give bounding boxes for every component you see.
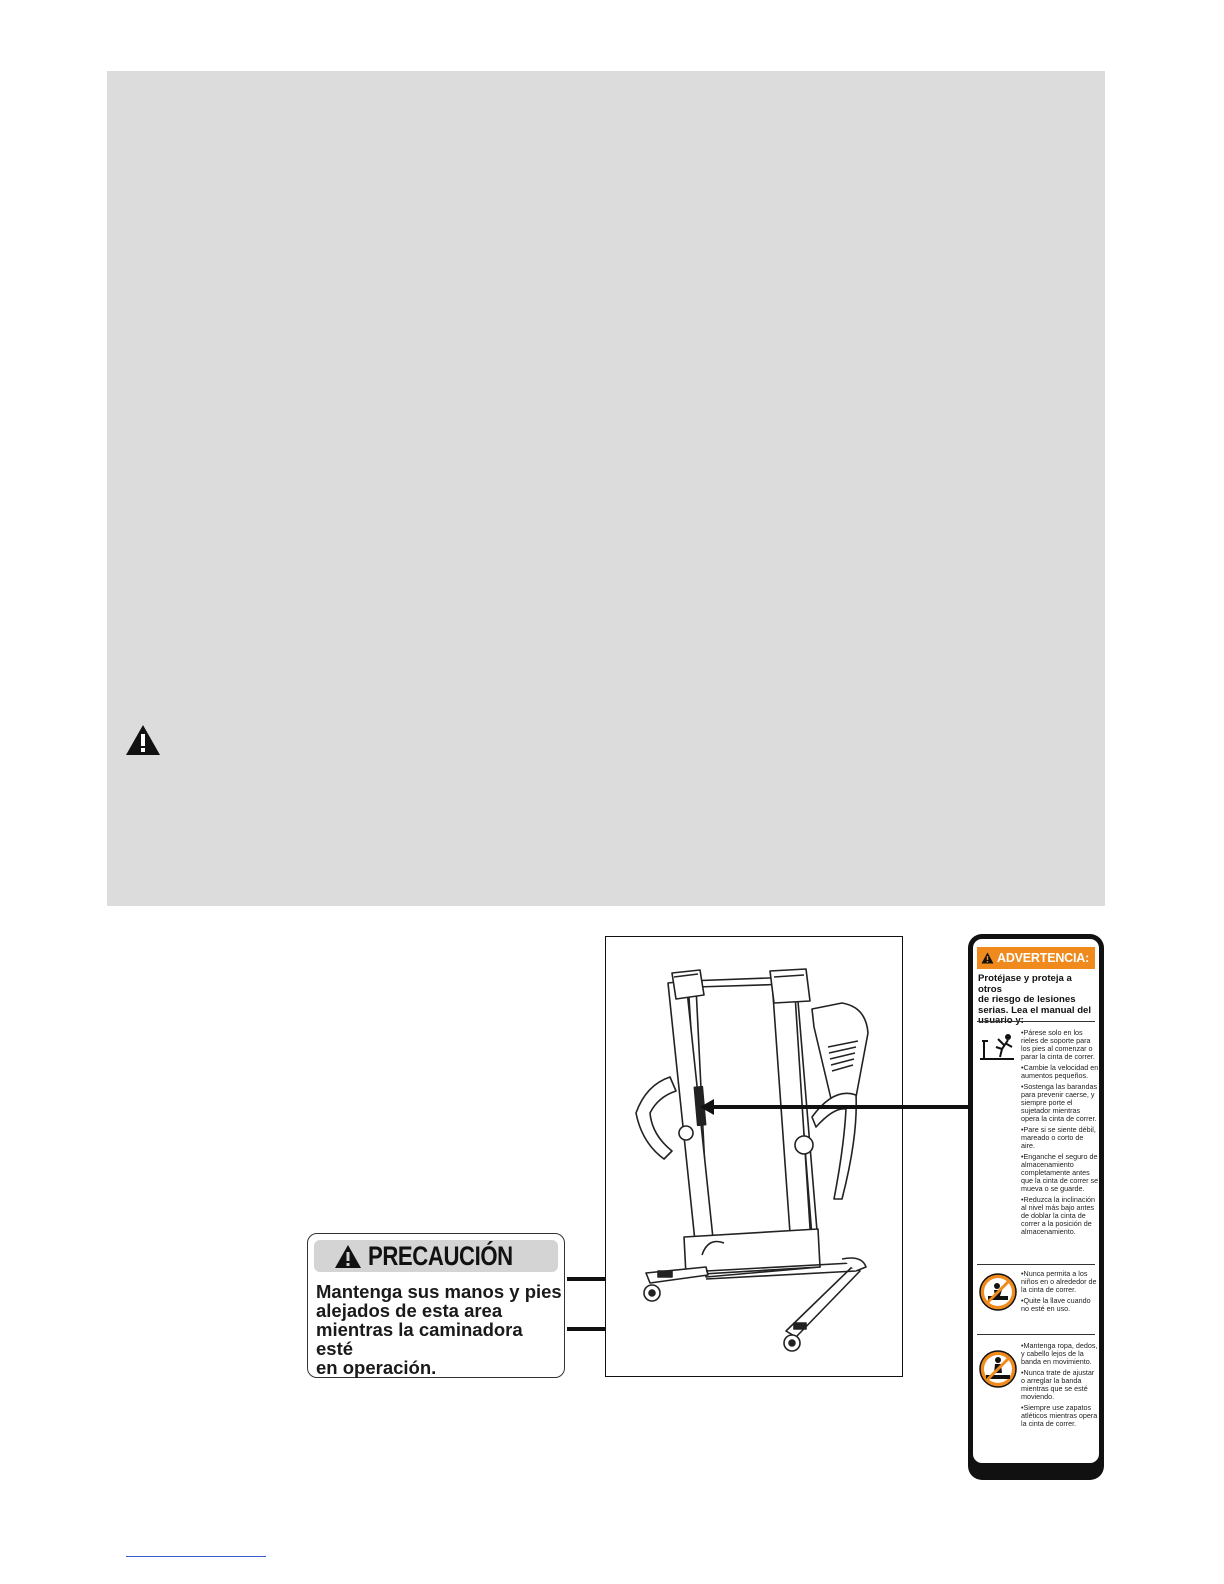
pointer-arrow <box>712 1105 968 1109</box>
divider <box>977 1264 1095 1265</box>
divider <box>977 1021 1095 1022</box>
warning-item: •Reduzca la inclinación al nivel más bajo antes de doblar la cinta de correr a la posición de almacenamiento. <box>1021 1195 1096 1236</box>
warning-header <box>977 947 1095 969</box>
treadmill-illustration <box>605 936 903 1377</box>
warning-list-2 <box>1021 1270 1099 1316</box>
warning-label <box>968 934 1104 1480</box>
caution-line: alejados de esta area <box>316 1300 503 1321</box>
warning-item: •Mantenga ropa, dedos, y cabello lejos de la banda en movimiento. <box>1021 1341 1098 1366</box>
warning-title: ADVERTENCIA: <box>997 951 1090 965</box>
warning-item: •Quite la llave cuando no esté en uso. <box>1021 1296 1091 1313</box>
hand-belt-hazard-icon <box>978 1349 1018 1389</box>
warning-list-1 <box>1021 1029 1099 1239</box>
warning-intro-line: de riesgo de lesiones <box>978 994 1076 1005</box>
warning-item: •Pare si se siente débil, mareado o corto de aire. <box>1021 1125 1096 1150</box>
footer-underline <box>126 1556 266 1557</box>
treadmill-drawing <box>606 937 904 1378</box>
caution-label <box>307 1233 565 1378</box>
caution-line: en operación. <box>316 1357 437 1378</box>
warning-item: •Siempre use zapatos atléticos mientras opera la cinta de correr. <box>1021 1403 1098 1428</box>
warning-intro-line: serias. Lea el manual del <box>978 1004 1092 1016</box>
caution-text <box>316 1282 562 1377</box>
warning-item: •Párese solo en los rieles de soporte para los pies al comenzar o parar la cinta de correr. <box>1021 1028 1095 1061</box>
warning-label-body <box>973 939 1099 1463</box>
warning-triangle-icon <box>125 724 161 756</box>
warning-triangle-icon <box>334 1244 362 1269</box>
warning-list-3 <box>1021 1342 1099 1431</box>
caution-line: Mantenga sus manos y pies <box>316 1281 562 1302</box>
warning-intro <box>978 974 1096 1027</box>
warning-item: •Nunca permita a los niños en o alrededor de la cinta de correr. <box>1021 1269 1097 1294</box>
caution-header <box>314 1240 558 1272</box>
no-children-icon <box>978 1272 1018 1312</box>
warning-item: •Enganche el seguro de almacenamiento completamente antes que la cinta de correr se mueva o se guarde. <box>1021 1152 1099 1193</box>
warning-item: •Nunca trate de ajustar o arreglar la banda mientras que se esté moviendo. <box>1021 1368 1095 1401</box>
warning-triangle-icon <box>981 952 994 964</box>
divider <box>977 1334 1095 1335</box>
caution-title: PRECAUCIÓN <box>368 1240 513 1271</box>
person-falling-icon <box>978 1031 1018 1063</box>
caution-line: mientras la caminadora esté <box>316 1319 523 1359</box>
warning-item: •Sostenga las barandas para prevenir caerse, y siempre porte el sujetador mientras opera la cinta de correr. <box>1021 1082 1098 1123</box>
gray-info-panel <box>107 71 1105 906</box>
warning-item: •Cambie la velocidad en aumentos pequeños. <box>1021 1063 1099 1080</box>
warning-intro-line: Protéjase y proteja a otros <box>978 973 1072 995</box>
